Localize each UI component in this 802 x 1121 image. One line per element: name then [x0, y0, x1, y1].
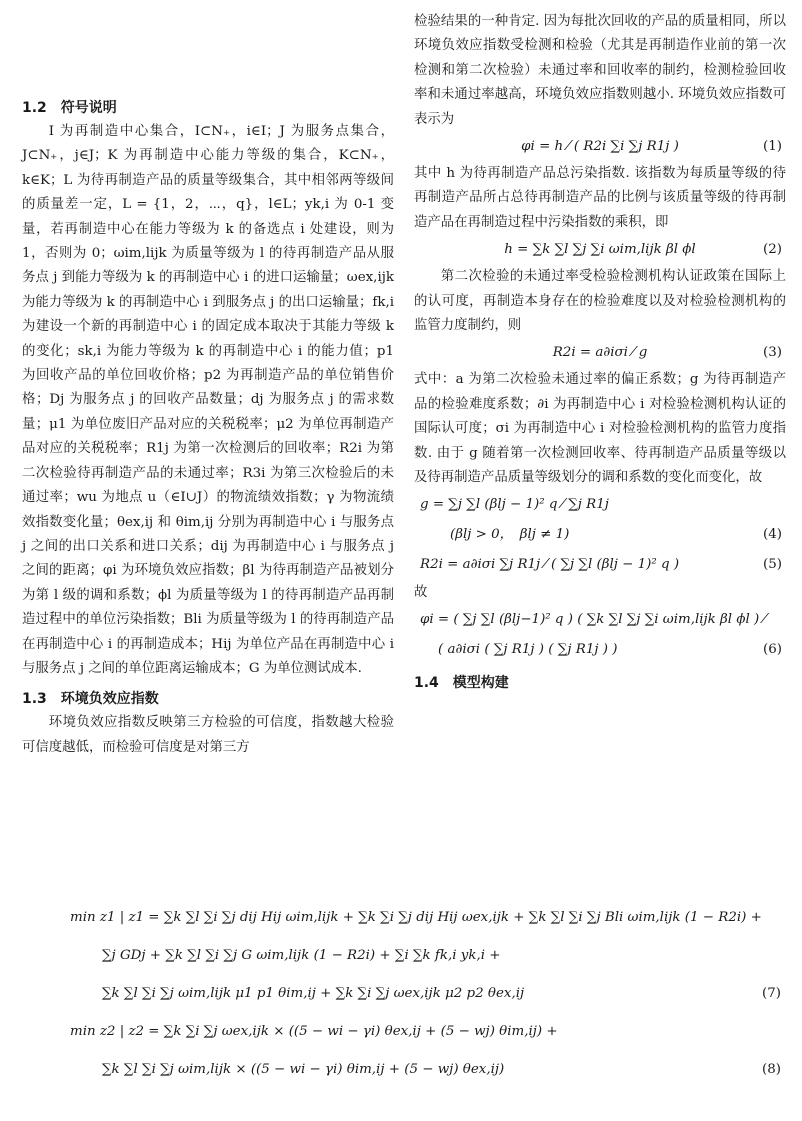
equation-4-number: (4)	[763, 527, 782, 543]
equation-8-line-2	[70, 1050, 785, 1088]
equation-1-body: φi = h ⁄ ( R2i ∑i ∑j R1j )	[521, 138, 679, 154]
therefore-text: 故	[414, 584, 428, 600]
section-heading-1-3: 1.3 环境负效应指数	[22, 691, 159, 708]
equation-8-number: (8)	[762, 1061, 781, 1077]
equation-7-line-3	[70, 974, 785, 1012]
equation-4	[414, 491, 786, 521]
equation-5-body: R2i = a∂iσi ∑j R1j ⁄ ( ∑j ∑l (βlj − 1)² q )	[420, 557, 680, 573]
symbol-definitions-paragraph: I 为再制造中心集合，I⊂N₊，i∈I；J 为服务点集合，J⊂N₊，j∈J；K 为再制造中心能力等级的集合，K⊂N₊，k∈K；L 为待再制造产品的质量等级集合，其中相邻两等级间的质量差一定，L = {1，2，⋯，q}，l∈L；yk,i 为 0-1 变量，若再制造中心在能力等级为 k 的备选点 i 处建设，则为 1，否则为 0；ωim,lijk 为质量等级为 l 的待再制造产品从服务点 j 到能力等级为 k 的再制造中心 i 的进口运输量；ωex,ijk 为能力等级为 k 的再制造中心 i 到服务点 j 的出口运输量；fk,i 为建设一个新的再制造中心 i 的固定成本取决于其能力等级 k 的变化；sk,i 为能力等级为 k 的再制造中心 i 的能力值；p1 为回收产品的单位回收价格；p2 为再制造产品的单位销售价格；Dj 为服务点 j 的回收产品数量；dj 为服务点 j 的需求数量；μ1 为单位废旧产品对应的关税税率；μ2 为单位再制造产品对应的关税税率；R1j 为第一次检测后的回收率；R2i 为第二次检验待再制造产品的未通过率；R3i 为第三次检验后的未通过率；wu 为地点 u（∈I∪J）的物流绩效指数；γ 为物流绩效指数变化量；θex,ij 和 θim,ij 分别为再制造中心 i 与服务点 j 之间的出口关系和进口关系；dij 为再制造中心 i 与服务点 j 之间的距离；φi 为环境负效应指数；βl 为待再制造产品被划分为第 l 级的调和系数；ϕl 为质量等级为 l 的待再制造产品再制造过程中的单位污染指数；Bli 为质量等级为 l 的待再制造产品在再制造中心 i 的再制造成本；Hij 为单位产品在再制造中心 i 与服务点 j 之间的单位距离运输成本；G 为单位测试成本.	[22, 124, 394, 676]
equation-7-line-2	[70, 936, 785, 974]
objective-functions	[70, 898, 785, 1088]
equation-2	[414, 235, 786, 265]
equation-8-line-2-body: ∑k ∑l ∑i ∑j ωim,lijk × ((5 − wi − γi) θim,ij + (5 − wj) θex,ij)	[102, 1061, 505, 1077]
equation-6-continued	[414, 635, 786, 665]
left-column	[22, 96, 394, 760]
equation-1-number: (1)	[763, 138, 782, 154]
equation-8-line-1-body: min z2 | z2 = ∑k ∑i ∑j ωex,ijk × ((5 − wi − γi) θex,ij + (5 − wj) θim,ij) +	[70, 1023, 558, 1039]
equation-7-line-2-body: ∑j GDj + ∑k ∑l ∑i ∑j G ωim,lijk (1 − R2i) + ∑i ∑k fk,i yk,i +	[102, 947, 501, 963]
coefficient-definitions-paragraph: 式中：a 为第二次检验未通过率的偏正系数；g 为待再制造产品的检验难度系数；∂i 为再制造中心 i 对检验检测机构认证的国际认可度；σi 为再制造中心 i 对检验检测机构的监管力度指数. 由于 g 随着第一次检测回收率、待再制造产品质量等级以及待再制造产品质量等级划分的调和系数的变化而变化，故	[414, 372, 786, 486]
equation-7-number: (7)	[762, 985, 781, 1001]
equation-7-line-1-body: min z1 | z1 = ∑k ∑l ∑i ∑j dij Hij ωim,lijk + ∑k ∑i ∑j dij Hij ωex,ijk + ∑k ∑l ∑i ∑j Bli ωim,lijk (1 − R2i) +	[70, 909, 762, 925]
equation-1	[414, 132, 786, 162]
equation-2-number: (2)	[763, 242, 782, 258]
equation-7-line-1	[70, 898, 785, 936]
h-definition-paragraph: 其中 h 为待再制造产品总污染指数. 该指数为每质量等级的待再制造产品所占总待再制造产品的比例与该质量等级的待再制造产品在再制造过程中污染指数的乘积，即	[414, 166, 786, 230]
second-inspection-paragraph: 第二次检验的未通过率受检验检测机构认证政策在国际上的认可度，再制造本身存在的检验难度以及对检验检测机构的监管力度制约，则	[414, 269, 786, 334]
section-heading-1-4: 1.4 模型构建	[414, 674, 509, 691]
equation-8-line-1	[70, 1012, 785, 1050]
env-index-continued-paragraph: 检验结果的一种肯定. 因为每批次回收的产品的质量相同，所以环境负效应指数受检测和检验（尤其是再制造作业前的第一次检测和第二次检验）未通过率和回收率的制约，检测检验回收率和未通过率越高，环境负效应指数则越小. 环境负效应指数可表示为	[414, 14, 786, 127]
equation-5	[414, 551, 786, 581]
equation-3-number: (3)	[763, 345, 782, 361]
equation-3-body: R2i = a∂iσi ⁄ g	[552, 345, 648, 361]
equation-6-body: φi = ( ∑j ∑l (βlj−1)² q ) ( ∑k ∑l ∑j ∑i ωim,lijk βl ϕl ) ⁄	[420, 611, 766, 627]
equation-3	[414, 338, 786, 368]
env-index-intro-paragraph: 环境负效应指数反映第三方检验的可信度，指数越大检验可信度越低，而检验可信度是对第三方	[22, 715, 394, 755]
equation-6-number: (6)	[763, 641, 782, 657]
equation-4-condition	[414, 521, 786, 551]
equation-4-body: g = ∑j ∑l (βlj − 1)² q ⁄ ∑j R1j	[420, 497, 609, 513]
equation-7-line-3-body: ∑k ∑l ∑i ∑j ωim,lijk μ1 p1 θim,ij + ∑k ∑i ∑j ωex,ijk μ2 p2 θex,ij	[102, 985, 525, 1001]
section-heading-1-2: 1.2 符号说明	[22, 100, 117, 116]
equation-6-continued-body: ( a∂iσi ( ∑j R1j ) ( ∑j R1j ) )	[438, 641, 618, 657]
equation-4-condition-body: (βlj > 0， βlj ≠ 1)	[450, 527, 570, 543]
equation-6	[414, 605, 786, 635]
equation-2-body: h = ∑k ∑l ∑j ∑i ωim,lijk βl ϕl	[504, 242, 696, 258]
equation-5-number: (5)	[763, 557, 782, 573]
right-column	[414, 10, 786, 695]
